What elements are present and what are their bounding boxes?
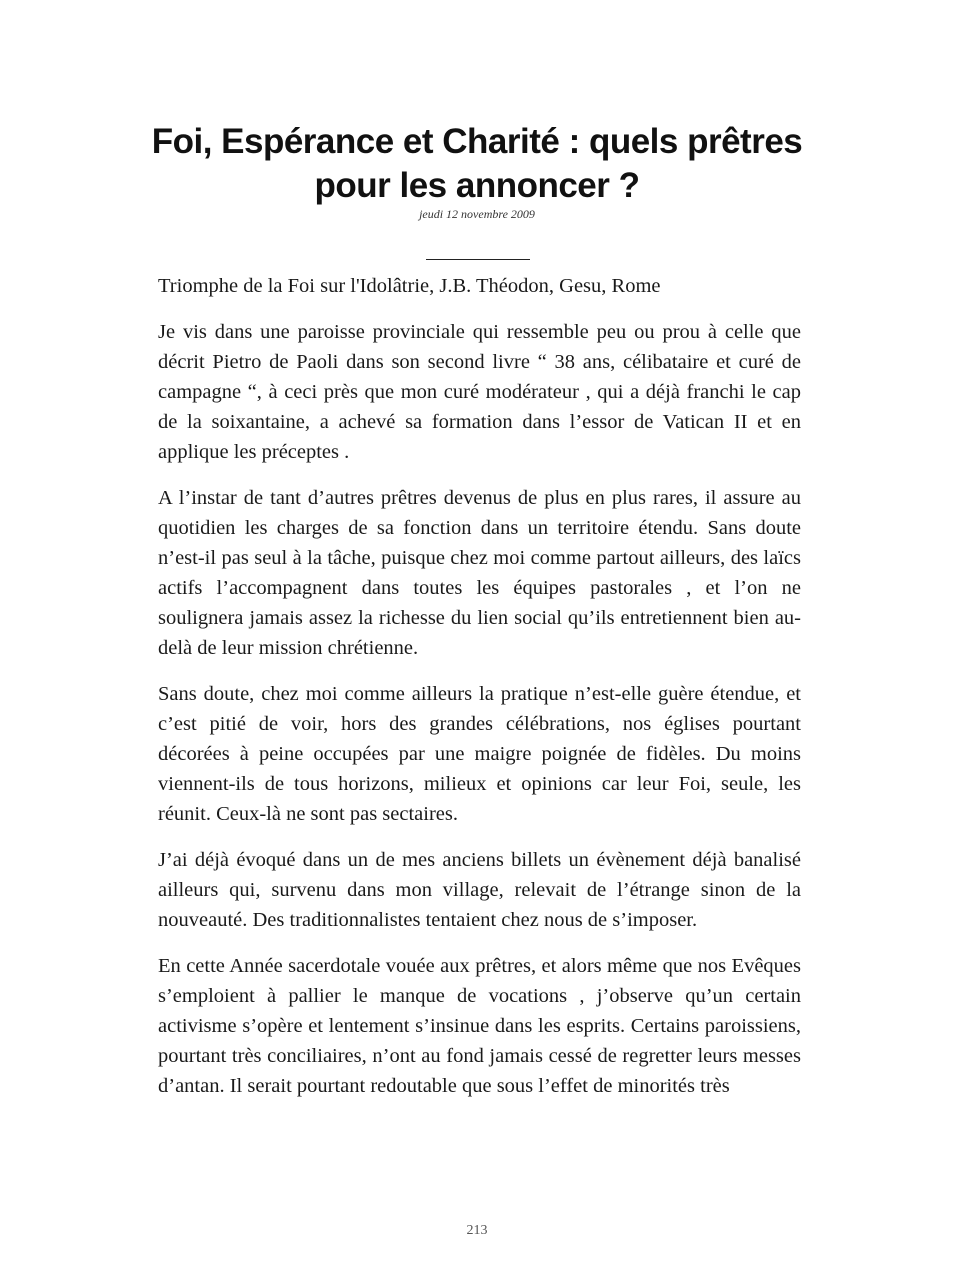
paragraph: Je vis dans une paroisse provinciale qui ressemble peu ou prou à celle que décrit Pietro de Paoli dans son second livre “ 38 ans, célibataire et curé de campagne “, à ceci près que mon curé modérateur , qui a déjà franchi le cap de la soixantaine, a achevé sa formation dans l’essor de Vatican II et en applique les préceptes . bbox=[158, 321, 801, 463]
image-caption: Triomphe de la Foi sur l'Idolâtrie, J.B. Théodon, Gesu, Rome bbox=[158, 275, 661, 297]
paragraph: A l’instar de tant d’autres prêtres devenus de plus en plus rares, il assure au quotidien les charges de sa fonction dans un territoire étendu. Sans doute n’est-il pas seul à la tâche, puisque chez moi comme partout ailleurs, des laïcs actifs l’accompagnent dans toutes les équipes pastorales , et l’on ne soulignera jamais assez la richesse du lien social qu’ils entretiennent bien au-delà de leur mission chrétienne. bbox=[158, 487, 801, 659]
article-body bbox=[158, 271, 801, 1117]
paragraph: J’ai déjà évoqué dans un de mes anciens billets un évènement déjà banalisé ailleurs qui, survenu dans mon village, relevait de l’étrange sinon de la nouveauté. Des traditionnalistes tentaient chez nous de s’imposer. bbox=[158, 849, 801, 931]
paragraph: Sans doute, chez moi comme ailleurs la pratique n’est-elle guère étendue, et c’est pitié de voir, hors des grandes célébrations, nos églises pourtant décorées à peine occupées par une maigre poignée de fidèles. Du moins viennent-ils de tous horizons, milieux et opinions car leur Foi, seule, les réunit. Ceux-là ne sont pas sectaires. bbox=[158, 683, 801, 825]
paragraph: En cette Année sacerdotale vouée aux prêtres, et alors même que nos Evêques s’emploient à pallier le manque de vocations , j’observe qu’un certain activisme s’opère et lentement s’insinue dans les esprits. Certains paroissiens, pourtant très conciliaires, n’ont au fond jamais cessé de regretter leurs messes d’antan. Il serait pourtant redoutable que sous l’effet de minorités très bbox=[158, 955, 801, 1097]
page-number: 213 bbox=[466, 1223, 488, 1238]
article-date: jeudi 12 novembre 2009 bbox=[419, 207, 535, 221]
title-divider bbox=[426, 259, 530, 260]
page-title: Foi, Espérance et Charité : quels prêtres pour les annoncer ? bbox=[151, 122, 803, 205]
